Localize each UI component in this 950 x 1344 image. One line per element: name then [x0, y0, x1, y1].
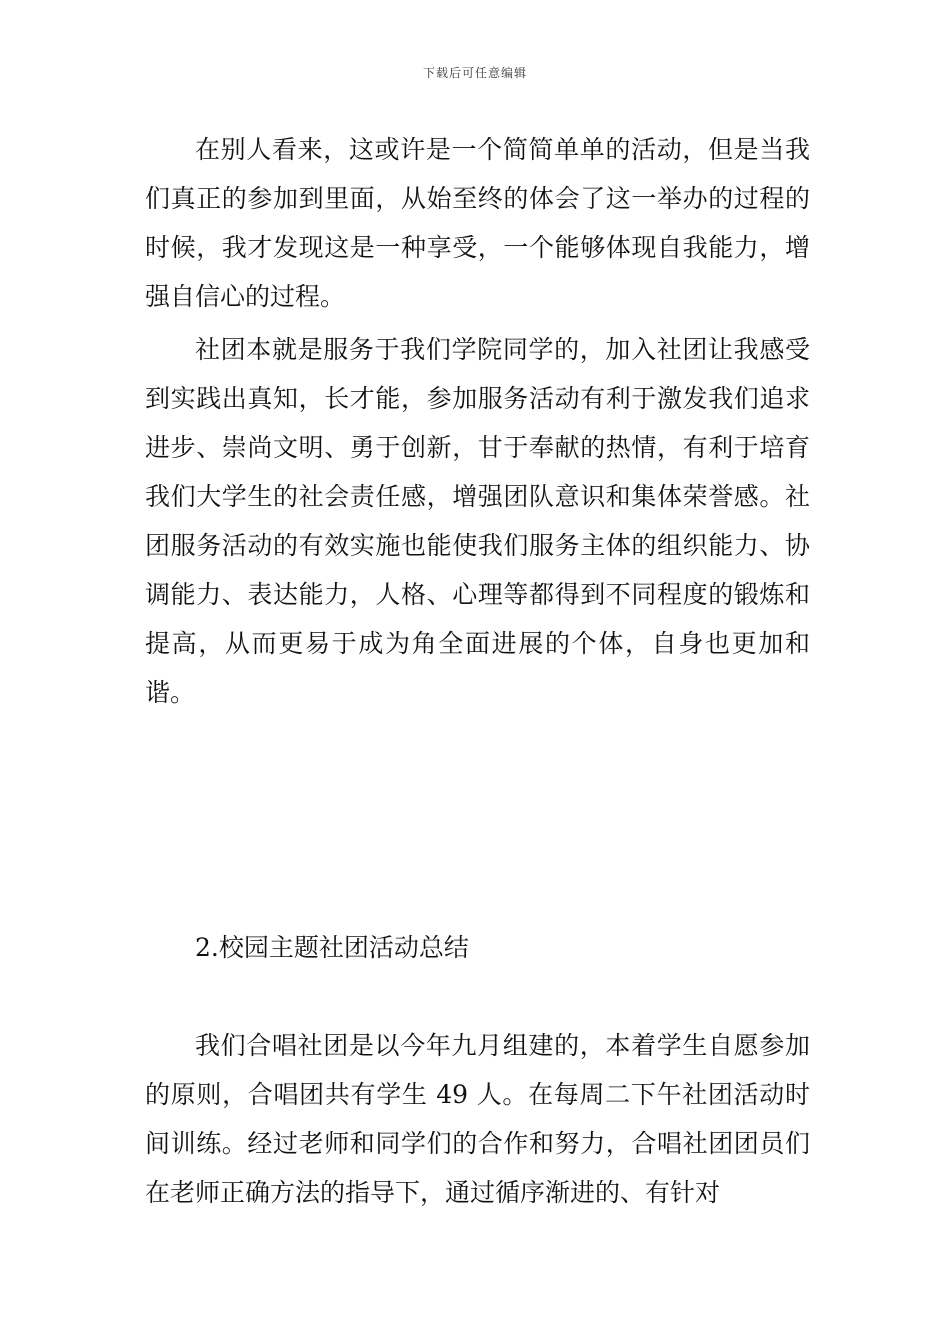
- paragraph-1: 在别人看来，这或许是一个简简单单的活动，但是当我们真正的参加到里面，从始至终的体会了这一举办的过程的时候，我才发现这是一种享受，一个能够体现自我能力，增强自信心的过程。: [145, 135, 810, 311]
- section-heading: 2.校园主题社团活动总结: [195, 933, 469, 962]
- paragraph-3: 我们合唱社团是以今年九月组建的，本着学生自愿参加的原则，合唱团共有学生 49 人。在每周二下午社团活动时间训练。经过老师和同学们的合作和努力，合唱社团团员们在老师正确方法的指导下，通过循序渐进的、有针对: [145, 1031, 810, 1207]
- text-block-1: [145, 125, 810, 321]
- text-block-2: [145, 325, 810, 717]
- page-header-note: 下载后可任意编辑: [422, 66, 527, 80]
- text-block-3: [145, 1021, 810, 1217]
- paragraph-2: 社团本就是服务于我们学院同学的，加入社团让我感受到实践出真知，长才能，参加服务活动有利于激发我们追求进步、崇尚文明、勇于创新，甘于奉献的热情，有利于培育我们大学生的社会责任感，增强团队意识和集体荣誉感。社团服务活动的有效实施也能使我们服务主体的组织能力、协调能力、表达能力，人格、心理等都得到不同程度的锻炼和提高，从而更易于成为角全面进展的个体，自身也更加和谐。: [145, 335, 810, 707]
